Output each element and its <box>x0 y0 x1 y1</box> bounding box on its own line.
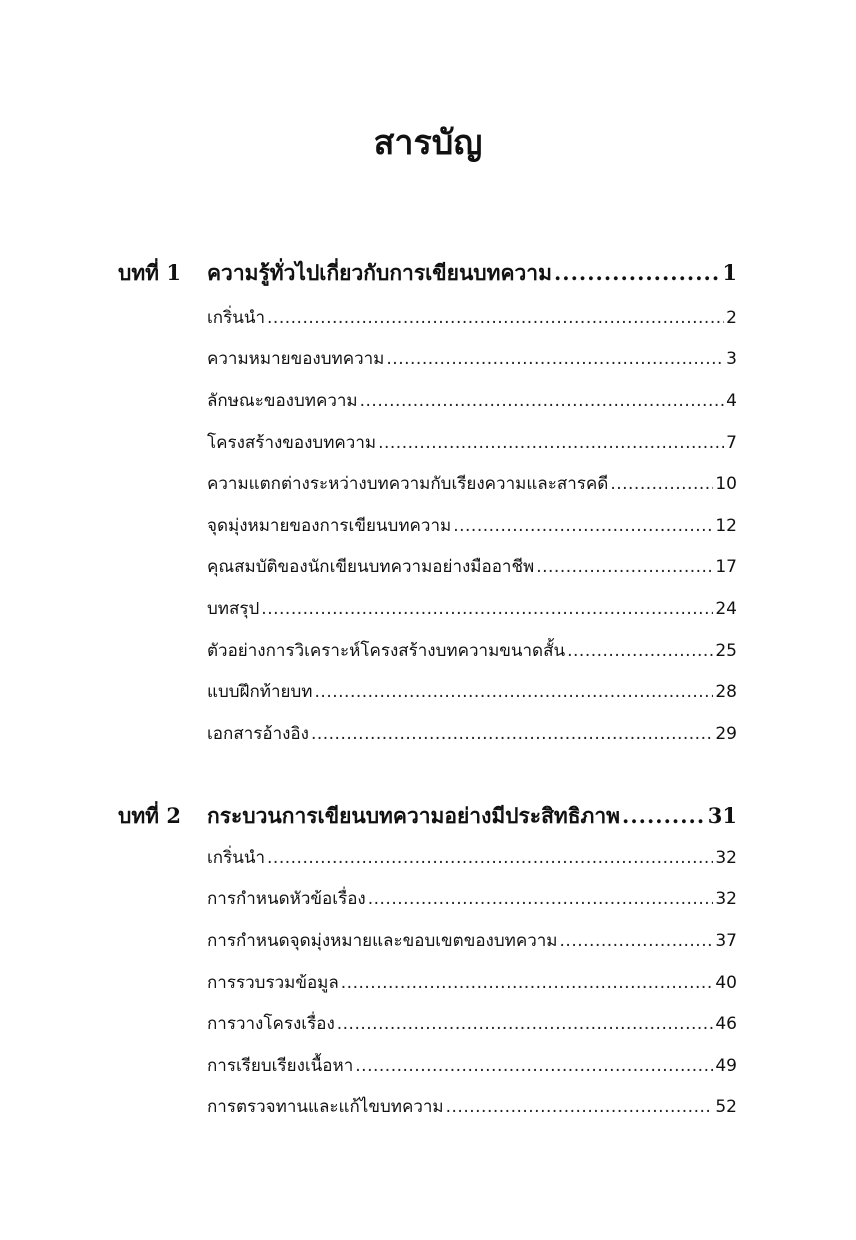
entry-label: เกริ่นนำ <box>207 308 266 328</box>
entry-label: การรวบรวมข้อมูล <box>207 973 339 993</box>
entry-page-number: 3 <box>726 349 737 369</box>
dot-leader <box>311 713 713 755</box>
entry-page-number: 12 <box>715 516 737 536</box>
entry-label: เอกสารอ้างอิง <box>207 724 309 744</box>
entry-label: การวางโครงเรื่อง <box>207 1014 335 1034</box>
toc-entry <box>207 588 737 630</box>
chapter-page-number: 31 <box>707 803 737 828</box>
dot-leader <box>267 297 724 339</box>
entry-page-number: 28 <box>715 682 737 702</box>
toc-entry <box>207 837 737 879</box>
entry-page-number: 4 <box>726 391 737 411</box>
dot-leader <box>261 588 713 630</box>
chapter-heading <box>0 797 856 835</box>
page-title: สารบัญ <box>373 123 483 163</box>
chapter-1 <box>0 254 856 744</box>
toc-entry <box>207 338 737 380</box>
entry-page-number: 24 <box>715 599 737 619</box>
entry-label: ความแตกต่างระหว่างบทความกับเรียงความและสารคดี <box>207 474 609 494</box>
dot-leader <box>610 463 713 505</box>
chapter-title: กระบวนการเขียนบทความอย่างมีประสิทธิภาพ <box>207 803 621 828</box>
entry-page-number: 49 <box>715 1056 737 1076</box>
entry-label: โครงสร้างของบทความ <box>207 433 377 453</box>
entry-page-number: 7 <box>726 433 737 453</box>
dot-leader <box>341 962 714 1004</box>
entry-label: จุดมุ่งหมายของการเขียนบทความ <box>207 516 452 536</box>
chapter-number: บทที่ 1 <box>118 260 181 285</box>
entry-page-number: 25 <box>715 641 737 661</box>
entry-page-number: 10 <box>715 474 737 494</box>
entry-label: ตัวอย่างการวิเคราะห์โครงสร้างบทความขนาดสั้น <box>207 641 566 661</box>
entry-page-number: 32 <box>715 848 737 868</box>
toc-entry <box>207 671 737 713</box>
entry-label: การกำหนดจุดมุ่งหมายและขอบเขตของบทความ <box>207 931 558 951</box>
entry-page-number: 37 <box>715 931 737 951</box>
dot-leader <box>536 546 713 588</box>
toc-entry <box>207 422 737 464</box>
entry-label: ลักษณะของบทความ <box>207 391 358 411</box>
dot-leader <box>567 630 713 672</box>
toc-entry <box>207 1086 737 1128</box>
dot-leader <box>554 254 720 292</box>
entry-page-number: 40 <box>715 973 737 993</box>
chapter-title: ความรู้ทั่วไปเกี่ยวกับการเขียนบทความ <box>207 260 552 285</box>
toc-entry <box>207 505 737 547</box>
dot-leader <box>622 797 706 835</box>
chapter-page-number: 1 <box>722 260 737 285</box>
chapter-2 <box>0 797 856 1117</box>
entry-page-number: 32 <box>715 889 737 909</box>
dot-leader <box>267 837 713 879</box>
toc-entry <box>207 463 737 505</box>
dot-leader <box>386 338 724 380</box>
toc-entry <box>207 878 737 920</box>
entry-label: คุณสมบัติของนักเขียนบทความอย่างมืออาชีพ <box>207 557 535 577</box>
entry-label: การเรียบเรียงเนื้อหา <box>207 1056 354 1076</box>
dot-leader <box>355 1045 713 1087</box>
entry-page-number: 29 <box>715 724 737 744</box>
dot-leader <box>453 505 713 547</box>
dot-leader <box>446 1086 714 1128</box>
dot-leader <box>337 1003 714 1045</box>
entry-page-number: 17 <box>715 557 737 577</box>
dot-leader <box>368 878 714 920</box>
dot-leader <box>560 920 714 962</box>
chapter-title-line <box>207 254 737 292</box>
entry-label: ความหมายของบทความ <box>207 349 385 369</box>
entry-page-number: 52 <box>715 1097 737 1117</box>
dot-leader <box>378 422 724 464</box>
chapter-title-line <box>207 797 737 835</box>
dot-leader <box>315 671 714 713</box>
entry-label: การกำหนดหัวข้อเรื่อง <box>207 889 366 909</box>
entry-page-number: 46 <box>715 1014 737 1034</box>
entry-label: เกริ่นนำ <box>207 848 266 868</box>
entry-page-number: 2 <box>726 308 737 328</box>
toc-entry <box>207 1003 737 1045</box>
toc-entry <box>207 920 737 962</box>
entry-label: การตรวจทานและแก้ไขบทความ <box>207 1097 444 1117</box>
dot-leader <box>360 380 725 422</box>
chapter-number: บทที่ 2 <box>118 803 181 828</box>
entry-label: บทสรุป <box>207 599 260 619</box>
toc-entry <box>207 630 737 672</box>
chapter-heading <box>0 254 856 292</box>
toc-entry <box>207 962 737 1004</box>
entry-label: แบบฝึกท้ายบท <box>207 682 313 702</box>
toc-entry <box>207 297 737 339</box>
toc-entry <box>207 546 737 588</box>
toc-entry <box>207 1045 737 1087</box>
toc-entry <box>207 713 737 755</box>
toc-entry <box>207 380 737 422</box>
